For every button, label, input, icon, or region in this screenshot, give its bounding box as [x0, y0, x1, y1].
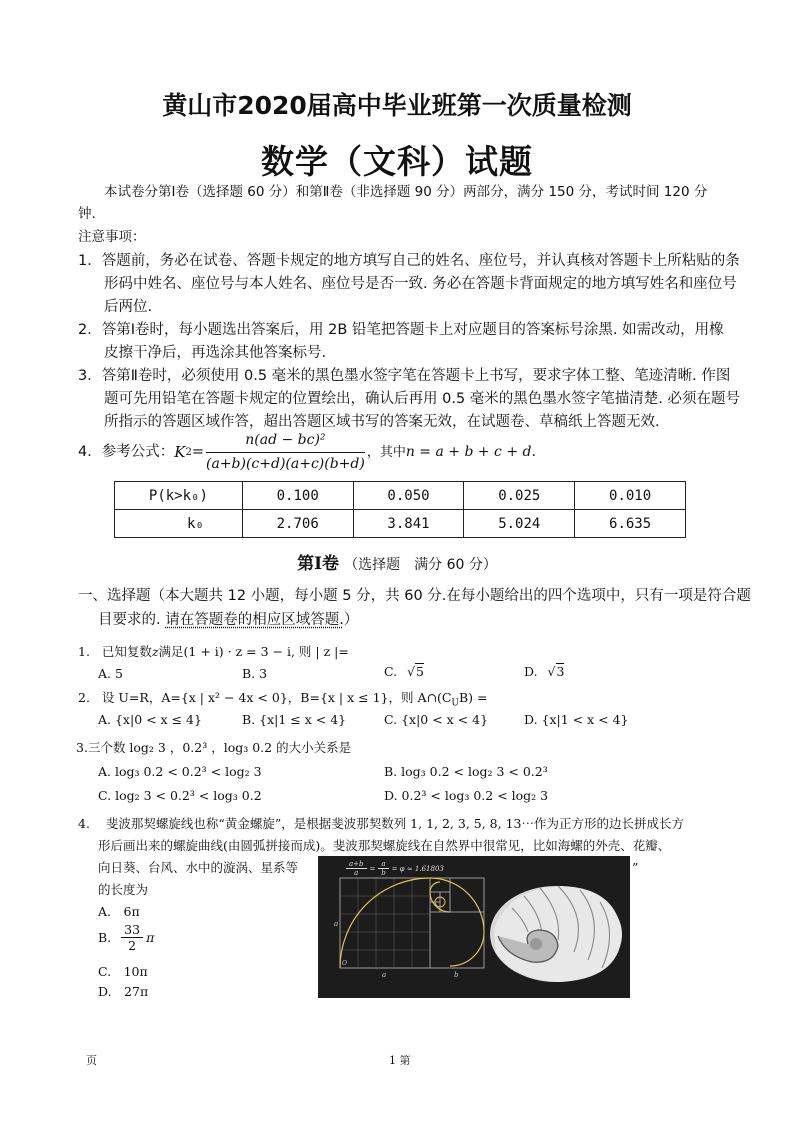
q4-option-a: A. 6π — [98, 904, 140, 919]
q4-option-b-numerator: 33 — [121, 922, 143, 938]
footer-left: 页 — [86, 1054, 97, 1067]
formula-fraction — [206, 429, 365, 476]
table-cell: 0.010 — [575, 482, 686, 510]
section1-line2 — [98, 609, 358, 632]
q4-option-c: C. 10π — [98, 964, 148, 979]
table-cell: 5.024 — [464, 510, 575, 538]
intro-line1: 本试卷分第Ⅰ卷（选择题 60 分）和第Ⅱ卷（非选择题 90 分）两部分，满分 150 分，考试时间 120 分 — [104, 184, 708, 200]
q1-var-z: z — [151, 644, 159, 659]
critical-value-table — [114, 481, 686, 538]
q2-stem: 设 U=R，A={x | x² − 4x < 0}，B={x | x ≤ 1}，则 A∩(C — [101, 690, 452, 705]
q4-option-b-label: B. — [98, 930, 112, 945]
note-1-line1: 答题前，务必在试卷、答题卡规定的地方填写自己的姓名、座位号，并认真核对答题卡上所粘贴的条 — [101, 253, 740, 269]
section1-line2-a: 目要求的. — [98, 612, 166, 628]
q3-option-c: C. log₂ 3 < 0.2³ < log₃ 0.2 — [98, 788, 262, 803]
fig-label-a-bottom: a — [382, 971, 387, 979]
question-3 — [76, 738, 351, 758]
note-4-number: 4． — [78, 443, 102, 460]
note-2-line2: 皮擦干净后，再选涂其他答案标号. — [104, 345, 327, 361]
q3-option-d: D. 0.2³ < log₃ 0.2 < log₂ 3 — [384, 788, 549, 803]
exam-subtitle: 数学（文科）试题 — [261, 142, 533, 181]
note-1-line2: 形码中姓名、座位号与本人姓名、座位号是否一致. 务必在答题卡背面规定的地方填写姓名和座位号 — [104, 276, 737, 292]
question-2 — [78, 688, 488, 714]
part1-heading-sub: （选择题 满分 60 分） — [344, 557, 497, 573]
section1-emphasis: 请在答题卷的相应区域答题. — [165, 612, 344, 628]
q4-option-b — [98, 922, 154, 953]
q3-option-a: A. log₃ 0.2 < 0.2³ < log₂ 3 — [98, 764, 262, 779]
note-2 — [78, 319, 724, 342]
table-cell: 0.025 — [464, 482, 575, 510]
section1-line1: 一、选择题（本大题共 12 小题，每小题 5 分，共 60 分.在每小题给出的四个选项中，只有一项是符合题 — [78, 588, 751, 604]
section1-line2-c: ） — [343, 612, 359, 628]
q1-option-a: A. 5 — [98, 666, 123, 681]
fibonacci-figure — [318, 856, 630, 998]
q1-option-d — [524, 664, 564, 679]
golden-ratio-formula: $\frac{a+b}{a}$ = $\frac{a}{b}$ = φ ≈ 1.61803 — [346, 860, 444, 877]
q1-option-d-label: D. — [524, 664, 538, 679]
q2-number: 2. — [78, 690, 90, 705]
note-3-line2: 题可先用铅笔在答题卡规定的位置绘出，确认后再用 0.5 毫米的黑色墨水签字笔描清楚. 必须在题号 — [104, 391, 740, 407]
fig-label-a-left: a — [334, 920, 339, 928]
q4-line1: 斐波那契螺旋线也称“黄金螺旋”，是根据斐波那契数列 1, 1, 2, 3, 5, 8, 13⋯作为正方形的边长拼成长方 — [105, 816, 684, 831]
note-4-label: 参考公式： — [101, 443, 175, 460]
note-1-line3: 后两位. — [104, 299, 153, 315]
table-row — [115, 510, 686, 538]
q4-line3-end: ” — [632, 860, 639, 875]
q4-option-b-denominator: 2 — [128, 938, 137, 953]
golden-spiral-diagram — [318, 856, 630, 998]
fig-label-o: O — [342, 960, 347, 967]
q1-expr: (1 + i) · z = 3 − i — [183, 644, 291, 659]
fig-label-b: b — [454, 971, 459, 979]
q4-line3: 向日葵、台风、水中的漩涡、星系等 — [98, 860, 299, 875]
q1-option-c-value: 5 — [416, 664, 424, 679]
note-1-number: 1． — [78, 253, 102, 269]
q4-option-d: D. 27π — [98, 984, 149, 999]
sqrt-icon: √ — [547, 664, 556, 679]
question-4 — [78, 814, 684, 834]
table-cell: 6.635 — [575, 510, 686, 538]
note-1 — [78, 250, 740, 273]
table-cell: 3.841 — [353, 510, 464, 538]
table-cell: k₀ — [115, 510, 243, 538]
note-2-number: 2． — [78, 322, 102, 338]
q1-stem-b: 满足 — [158, 644, 184, 659]
table-cell: 2.706 — [242, 510, 353, 538]
formula-equals: = — [191, 443, 204, 460]
formula-lhs: K — [174, 442, 186, 461]
q4-option-b-fraction — [121, 922, 143, 953]
formula-lhs-sup: 2 — [185, 446, 192, 458]
note-4 — [78, 432, 536, 472]
table-cell: 0.100 — [242, 482, 353, 510]
q4-line4: 的长度为 — [98, 882, 149, 897]
q2-option-b: B. {x|1 ≤ x < 4} — [242, 712, 347, 727]
q4-option-b-pi: π — [146, 930, 155, 945]
notes-heading: 注意事项： — [78, 229, 146, 245]
note-3 — [78, 365, 730, 388]
exam-title: 黄山市2020届高中毕业班第一次质量检测 — [162, 91, 632, 120]
footer-page-number: 1 第 — [389, 1054, 411, 1067]
nautilus-shell-image — [490, 886, 622, 982]
sqrt-icon: √ — [407, 664, 416, 679]
formula-end: . — [531, 443, 537, 460]
table-cell: P(k>k₀) — [115, 482, 243, 510]
q4-line2: 形后画出来的螺旋曲线(由圆弧拼接而成)。斐波那契螺旋线在自然界中很常见，比如海螺的外壳、花瓣、 — [98, 838, 671, 853]
q3-stem: 三个数 log₂ 3 ，0.2³ ，log₃ 0.2 的大小关系是 — [87, 740, 352, 755]
q3-number: 3. — [76, 740, 88, 755]
note-3-line3: 所指示的答题区域作答，超出答题区域书写的答案无效，在试题卷、草稿纸上答题无效. — [104, 414, 660, 430]
q2-stem-sub: U — [451, 698, 459, 709]
q2-option-d: D. {x|1 < x < 4} — [524, 712, 629, 727]
q1-stem-c: , 则 | z |= — [290, 644, 349, 659]
q2-option-c: C. {x|0 < x < 4} — [384, 712, 489, 727]
q1-option-c-label: C. — [384, 664, 398, 679]
q1-option-b: B. 3 — [242, 666, 268, 681]
formula-where: ，其中 — [366, 444, 406, 460]
q2-stem-end: B) = — [459, 690, 488, 705]
q2-option-a: A. {x|0 < x ≤ 4} — [98, 712, 202, 727]
q4-number: 4. — [78, 816, 90, 831]
q1-option-d-value: 3 — [556, 664, 565, 679]
part1-heading — [0, 549, 794, 574]
q1-option-c — [384, 664, 424, 679]
formula-n-def: n = a + b + c + d — [405, 443, 532, 460]
table-row — [115, 482, 686, 510]
formula-denominator: (a+b)(c+d)(a+c)(b+d) — [205, 455, 365, 472]
question-1 — [78, 642, 349, 662]
note-3-number: 3． — [78, 368, 102, 384]
part1-heading-main: 第Ⅰ卷 — [297, 554, 340, 574]
q3-option-b: B. log₃ 0.2 < log₂ 3 < 0.2³ — [384, 764, 548, 779]
q1-stem-a: 已知复数 — [101, 644, 152, 659]
intro-line2: 钟. — [78, 206, 96, 222]
note-2-line1: 答第Ⅰ卷时，每小题选出答案后，用 2B 铅笔把答题卡上对应题目的答案标号涂黑. 如需改动，用橡 — [101, 322, 724, 338]
formula-numerator: n(ad − bc)² — [206, 429, 365, 453]
note-3-line1: 答第Ⅱ卷时，必须使用 0.5 毫米的黑色墨水签字笔在答题卡上书写，要求字体工整、笔迹清晰. 作图 — [101, 368, 731, 384]
table-cell: 0.050 — [353, 482, 464, 510]
q1-number: 1. — [78, 644, 90, 659]
